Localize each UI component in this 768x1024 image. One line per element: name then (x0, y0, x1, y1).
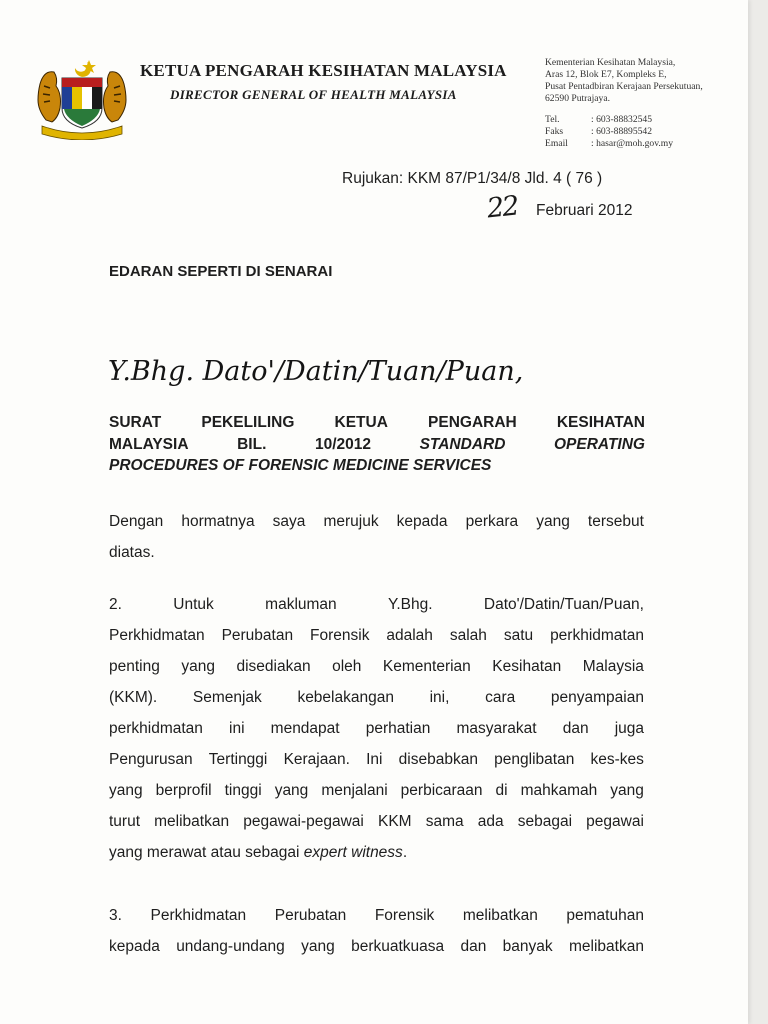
word: yang (536, 513, 570, 530)
word: sama (425, 813, 464, 830)
word: Perkhidmatan (150, 907, 247, 924)
word: saya (272, 513, 306, 530)
word: adalah (386, 627, 433, 644)
word: penglibatan (494, 751, 575, 768)
word: di (495, 782, 508, 799)
word: oleh (332, 658, 362, 675)
word: perkhidmatan (550, 627, 644, 644)
text-run: yang merawat atau sebagai (109, 844, 304, 861)
subject-word: 10/2012 (314, 435, 371, 453)
word: undang-undang (176, 938, 285, 955)
word: merujuk (323, 513, 379, 530)
word: Kementerian (382, 658, 471, 675)
subject-word: BIL. (237, 435, 267, 453)
word: hormatnya (181, 513, 255, 530)
word: dan (562, 720, 589, 737)
word: Tertinggi (208, 751, 268, 768)
subject-word: STANDARD (419, 435, 506, 453)
contact-value: : 603-88832545 (591, 114, 653, 125)
handwritten-salutation: Y.Bhg. Dato'/Datin/Tuan/Puan, (108, 356, 524, 387)
word: Kerajaan. (283, 751, 350, 768)
subject-line (109, 412, 645, 434)
word: turut (109, 813, 141, 830)
contact-label: Tel. (545, 114, 560, 125)
letterhead-title: KETUA PENGARAH KESIHATAN MALAYSIA (140, 61, 507, 80)
word: Perubatan (274, 907, 347, 924)
word: menjalani (321, 782, 388, 799)
word: pegawai-pegawai (243, 813, 364, 830)
word: Forensik (374, 907, 435, 924)
paragraph-line (109, 744, 644, 775)
word: melibatkan (154, 813, 230, 830)
word: Untuk (173, 596, 214, 613)
word: berkuatkuasa (351, 938, 445, 955)
paragraph-line (109, 837, 644, 868)
address-line: 62590 Putrajaya. (545, 93, 611, 104)
word: Pengurusan (109, 751, 193, 768)
word: kepada (396, 513, 448, 530)
word: KKM (378, 813, 412, 830)
word: Dengan (109, 513, 164, 530)
word: melibatkan (462, 907, 538, 924)
word: Forensik (310, 627, 370, 644)
paragraph-line (109, 651, 644, 682)
word: dan (460, 938, 487, 955)
subject-word: OPERATING (553, 435, 645, 453)
contact-value: : hasar@moh.gov.my (591, 138, 674, 149)
word: disebabkan (398, 751, 478, 768)
word: berprofil (155, 782, 212, 799)
contact-email (545, 138, 673, 150)
letter-date: Februari 2012 (536, 202, 633, 219)
word: perbicaraan (400, 782, 483, 799)
word: (KKM). (109, 689, 158, 706)
word: ada (477, 813, 504, 830)
word: penting (109, 658, 160, 675)
handwritten-day: 22 (485, 190, 519, 225)
subject-word: KETUA (334, 414, 388, 431)
word: melibatkan (568, 938, 644, 955)
subject-line: PROCEDURES OF FORENSIC MEDICINE SERVICES (109, 457, 492, 474)
text-run: . (402, 844, 408, 861)
paragraph-3 (109, 900, 644, 962)
word: yang (610, 782, 644, 799)
subject-word: PEKELILING (201, 414, 295, 431)
word: perkara (465, 513, 519, 530)
word: banyak (502, 938, 553, 955)
word: Kesihatan (492, 658, 562, 675)
word: kes-kes (590, 751, 644, 768)
paragraph-line (109, 900, 644, 931)
word: juga (614, 720, 644, 737)
word: Malaysia (582, 658, 644, 675)
paragraph-line (109, 589, 644, 620)
subject-word: KESIHATAN (556, 414, 645, 431)
subject-word: SURAT (109, 414, 162, 431)
word: ini, (429, 689, 450, 706)
subject-line (109, 434, 645, 456)
paragraph-line (109, 775, 644, 806)
contact-fax (545, 126, 673, 138)
word: salah (449, 627, 487, 644)
word: disediakan (236, 658, 311, 675)
contact-tel (545, 114, 673, 126)
paragraph-2 (109, 589, 644, 868)
paragraph-line (109, 713, 644, 744)
word: mendapat (270, 720, 340, 737)
word: Perkhidmatan (109, 627, 205, 644)
word: perkhidmatan (109, 720, 203, 737)
word: masyarakat (456, 720, 537, 737)
word: kepada (109, 938, 160, 955)
address-line: Pusat Pentadbiran Kerajaan Persekutuan, (545, 81, 703, 92)
address-line: Kementerian Kesihatan Malaysia, (545, 57, 676, 68)
word: 3. (109, 907, 122, 924)
subject-word: MALAYSIA (109, 435, 189, 453)
coat-of-arms-icon (32, 54, 132, 140)
word: cara (485, 689, 516, 706)
word: Semenjak (192, 689, 262, 706)
paragraph-1 (109, 506, 644, 568)
word: tinggi (224, 782, 262, 799)
word: yang (109, 782, 143, 799)
word: perhatian (365, 720, 431, 737)
word: Ini (366, 751, 383, 768)
address-line: Aras 12, Blok E7, Kompleks E, (545, 69, 667, 80)
word: yang (181, 658, 215, 675)
subject-word: PENGARAH (428, 414, 517, 431)
word: 2. (109, 596, 122, 613)
paragraph-line (109, 506, 644, 537)
word: pematuhan (566, 907, 644, 924)
word: pegawai (586, 813, 644, 830)
paragraph-line: diatas. (109, 544, 155, 561)
letterhead-contacts (545, 114, 673, 150)
word: Y.Bhg. (388, 596, 433, 613)
word: penyampaian (550, 689, 644, 706)
word: satu (503, 627, 534, 644)
letterhead-subtitle: DIRECTOR GENERAL OF HEALTH MALAYSIA (170, 87, 457, 102)
word: mahkamah (520, 782, 598, 799)
word: Dato'/Datin/Tuan/Puan, (483, 596, 644, 613)
italic-term: expert witness (303, 844, 403, 861)
contact-label: Faks (545, 126, 564, 137)
reference-number: Rujukan: KKM 87/P1/34/8 Jld. 4 ( 76 ) (342, 170, 603, 187)
contact-label: Email (545, 138, 568, 149)
paragraph-line (109, 931, 644, 962)
subject-heading (109, 412, 645, 477)
contact-value: : 603-88895542 (591, 126, 653, 137)
paragraph-line (109, 620, 644, 651)
word: tersebut (587, 513, 644, 530)
recipient-line: EDARAN SEPERTI DI SENARAI (109, 263, 333, 280)
word: yang (301, 938, 335, 955)
word: kebelakangan (297, 689, 394, 706)
word: sebagai (517, 813, 573, 830)
paragraph-line (109, 806, 644, 837)
word: makluman (265, 596, 337, 613)
word: Perubatan (221, 627, 294, 644)
word: yang (274, 782, 309, 799)
word: ini (229, 720, 245, 737)
letterhead-address (545, 57, 703, 105)
paragraph-line (109, 682, 644, 713)
